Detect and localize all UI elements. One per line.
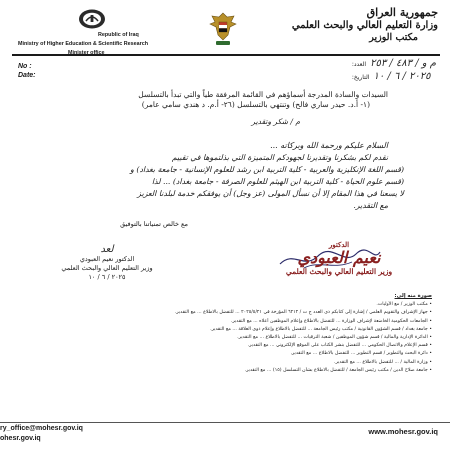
copies-item: • مكتب الوزير / مع الأوليات. bbox=[376, 302, 432, 308]
signature-block-right bbox=[264, 240, 414, 276]
header-divider bbox=[12, 54, 440, 56]
copies-item: • وزارة المالية / ... للتفضل بالاطلاع ... مع التقدير. bbox=[334, 359, 432, 365]
ministry-logo-icon bbox=[78, 8, 106, 30]
body-paragraph-5: مع التقدير. bbox=[353, 201, 388, 210]
iraq-emblem-icon bbox=[208, 10, 238, 48]
copies-item: • دائرة البحث والتطوير / قسم التطوير ... للتفضل بالاطلاع ... مع التقدير. bbox=[290, 351, 432, 357]
subject-line: م / شكر وتقدير bbox=[251, 117, 300, 126]
header-en-ministry: Ministry of Higher Education & Scientific Research bbox=[18, 41, 149, 47]
copies-to-list bbox=[102, 292, 432, 375]
header-ar-country: جمهورية العراق bbox=[366, 6, 438, 19]
body-paragraph-4: لا يسعنا في هذا المقام إلا أن نسأل المولى (عز وجل) أن يوفقكم خدمة لبلدنا العزيز bbox=[137, 189, 404, 198]
body-paragraph-2: (قسم اللغة الإنكليزية والعربية - كلية التربية ابن رشد للعلوم الإنسانية - جامعة بغداد) و bbox=[130, 165, 404, 174]
closing-wishes: مع خالص تمنياتنا بالتوفيق bbox=[120, 220, 188, 228]
right-signatory-title: الدكتور bbox=[328, 240, 350, 249]
footer-email-1[interactable]: ry_office@mohesr.gov.iq bbox=[0, 425, 83, 432]
copies-item: • قسم الإعلام والاتصال الحكومي ... للتفضل بنشر الكتاب على الموقع الإلكتروني ... مع التقدير. bbox=[247, 343, 432, 349]
reference-arabic bbox=[352, 58, 436, 84]
greeting: السلام عليكم ورحمة الله وبركاته ... bbox=[270, 141, 388, 150]
header-ar-office: مكتب الوزير bbox=[369, 32, 418, 43]
right-signatory-name: نعيم العبودي bbox=[297, 248, 381, 267]
ar-date-label: التاريخ: bbox=[351, 74, 370, 81]
header-en-office: Minister office bbox=[68, 50, 105, 56]
body-paragraph-3: (قسم علوم الحياة - كلية التربية ابن الهيثم للعلوم الصرفة - جامعة بغداد) ... لذا bbox=[151, 177, 404, 186]
ar-number-label: العدد: bbox=[351, 61, 367, 68]
copies-item: • جامعة صلاح الدين / مكتب رئيس الجامعة / للتفضل بالاطلاع بشأن التسلسل (١٥) ... مع التقدير. bbox=[244, 367, 432, 373]
ar-number-value: م و / ٤٨٣ / ٢٥٣ bbox=[370, 58, 436, 69]
header-en-country: Republic of Iraq bbox=[98, 32, 139, 38]
header-ar-ministry: وزارة التعليم العالي والبحث العلمي bbox=[291, 20, 438, 31]
reference-english bbox=[18, 62, 36, 80]
recipient-line-2: (١- أ.د. حيدر ساري فالح) وتنتهي بالتسلسل (٢٦- أ.م. د هندي سامي عامر) bbox=[141, 100, 370, 109]
footer-emails bbox=[0, 424, 83, 444]
date-label: Date: bbox=[18, 72, 36, 79]
ar-date-value: ٢٠٢٥ / ٦ / ١٠ bbox=[373, 71, 431, 82]
letterhead-arabic bbox=[268, 6, 438, 44]
body-paragraph-1: نقدم لكم بشكرنا وتقديرنا لجهودكم المتميزة التي بذلتموها في تقييم bbox=[171, 153, 388, 162]
copies-item: • جهاز الإشراف والتقويم العلمي / إشارة إلى كتابكم ذي العدد ج ت / ٦٢١٢ المؤرخة في ٢٠٢٥/٥/٢١ ... للتفضل بالاطلاع ... مع التقدير. bbox=[174, 310, 432, 316]
left-handwritten-initials: لعد bbox=[100, 244, 114, 255]
recipient-line-1: السيدات والسادة المدرجة أسماؤهم في القائمة المرفقة طياً والتي تبدأ بالتسلسل bbox=[138, 90, 388, 99]
footer-divider bbox=[0, 422, 450, 423]
footer-email-2[interactable]: ohesr.gov.iq bbox=[0, 435, 41, 442]
copies-item: • جامعة بغداد / قسم الشؤون القانونية / مكتب رئيس الجامعة ... للتفضل بالاطلاع وإعلام ذوي العلاقة ... مع التقدير. bbox=[210, 326, 432, 332]
no-label: No : bbox=[18, 63, 32, 70]
signature-block-left bbox=[32, 244, 182, 282]
copies-item: • الجامعات الحكومية الخاضعة لإشراف الوزارة ... للتفضل بالاطلاع وإعلام الموظفين أعلاه ... مع التقدير. bbox=[230, 318, 432, 324]
left-signature-date: ٢٠٢٥ / ٦ / ١٠ bbox=[88, 273, 126, 281]
copies-item: • الدائرة الإدارية والمالية / قسم شؤون الموظفين / شعبة الترقيات ... للتفضل بالاطلاع ... مع التقدير. bbox=[237, 335, 432, 341]
footer-website-link[interactable]: www.mohesr.gov.iq bbox=[368, 427, 438, 436]
right-signatory-role: وزير التعليم العالي والبحث العلمي bbox=[285, 267, 393, 276]
left-signatory-name: الدكتور نعيم العبودي bbox=[79, 255, 135, 263]
left-signatory-title: وزير التعليم العالي والبحث العلمي bbox=[61, 264, 153, 272]
copies-heading: صورة منه إلى: bbox=[394, 293, 432, 299]
